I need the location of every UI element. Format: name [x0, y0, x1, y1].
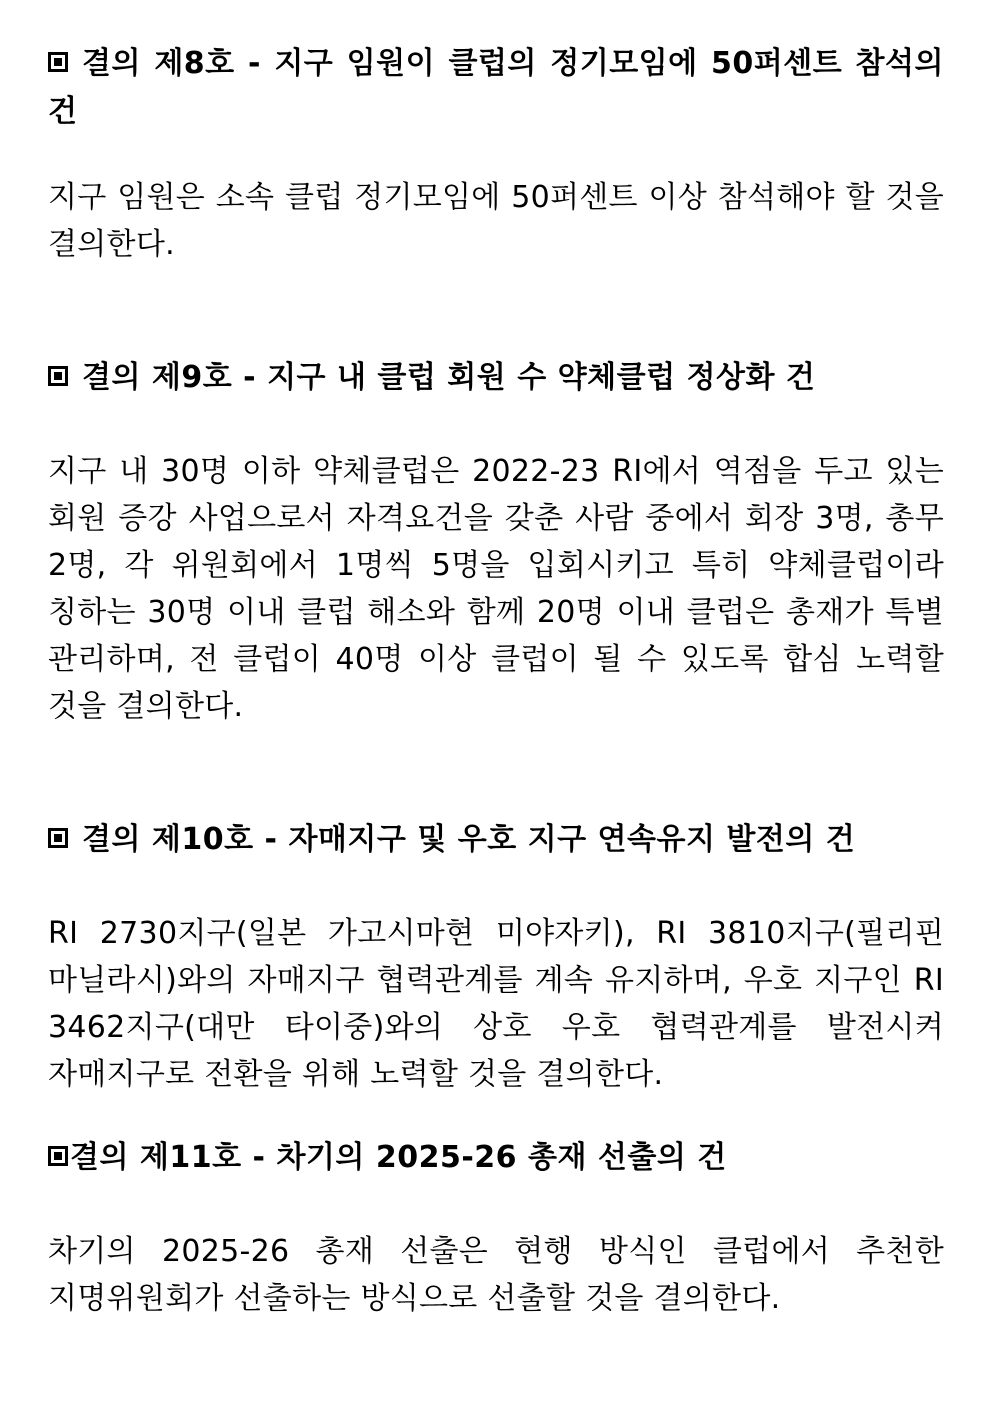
resolution-10-heading — [48, 816, 944, 864]
square-bullet-icon — [48, 828, 68, 848]
resolution-11-title: 결의 제11호 - 차기의 2025-26 총재 선출의 건 — [70, 1140, 727, 1175]
square-bullet-icon — [48, 366, 68, 386]
resolution-9-heading — [48, 354, 944, 402]
resolution-11-heading — [48, 1134, 944, 1182]
resolution-8-heading — [48, 40, 944, 136]
resolution-9-body: 지구 내 30명 이하 약체클럽은 2022-23 RI에서 역점을 두고 있는 회원 증강 사업으로서 자격요건을 갖춘 사람 중에서 회장 3명, 총무 2명, 각 위원회에서 1명씩 5명을 입회시키고 특히 약체클럽이라 칭하는 30명 이내 클럽 해소와 함께 20명 이내 클럽은 총재가 특별 관리하며, 전 클럽이 40명 이상 클럽이 될 수 있도록 합심 노력할 것을 결의한다. — [48, 454, 944, 724]
square-bullet-icon — [48, 1146, 68, 1166]
square-bullet-icon — [48, 52, 68, 72]
resolution-10-title: 결의 제10호 - 자매지구 및 우호 지구 연속유지 발전의 건 — [82, 822, 856, 857]
resolution-11-body: 차기의 2025-26 총재 선출은 현행 방식인 클럽에서 추천한 지명위원회가 선출하는 방식으로 선출할 것을 결의한다. — [48, 1234, 944, 1316]
resolution-10-body: RI 2730지구(일본 가고시마현 미야자키), RI 3810지구(필리핀 마닐라시)와의 자매지구 협력관계를 계속 유지하며, 우호 지구인 RI 3462지구(대만 타이중)와의 상호 우호 협력관계를 발전시켜 자매지구로 전환을 위해 노력할 것을 결의한다. — [48, 916, 944, 1092]
resolution-8-body: 지구 임원은 소속 클럽 정기모임에 50퍼센트 이상 참석해야 할 것을 결의한다. — [48, 180, 944, 262]
resolution-9-title: 결의 제9호 - 지구 내 클럽 회원 수 약체클럽 정상화 건 — [82, 360, 816, 395]
resolutions-document — [48, 40, 944, 1322]
resolution-8-title: 결의 제8호 - 지구 임원이 클럽의 정기모임에 50퍼센트 참석의 건 — [48, 46, 944, 129]
